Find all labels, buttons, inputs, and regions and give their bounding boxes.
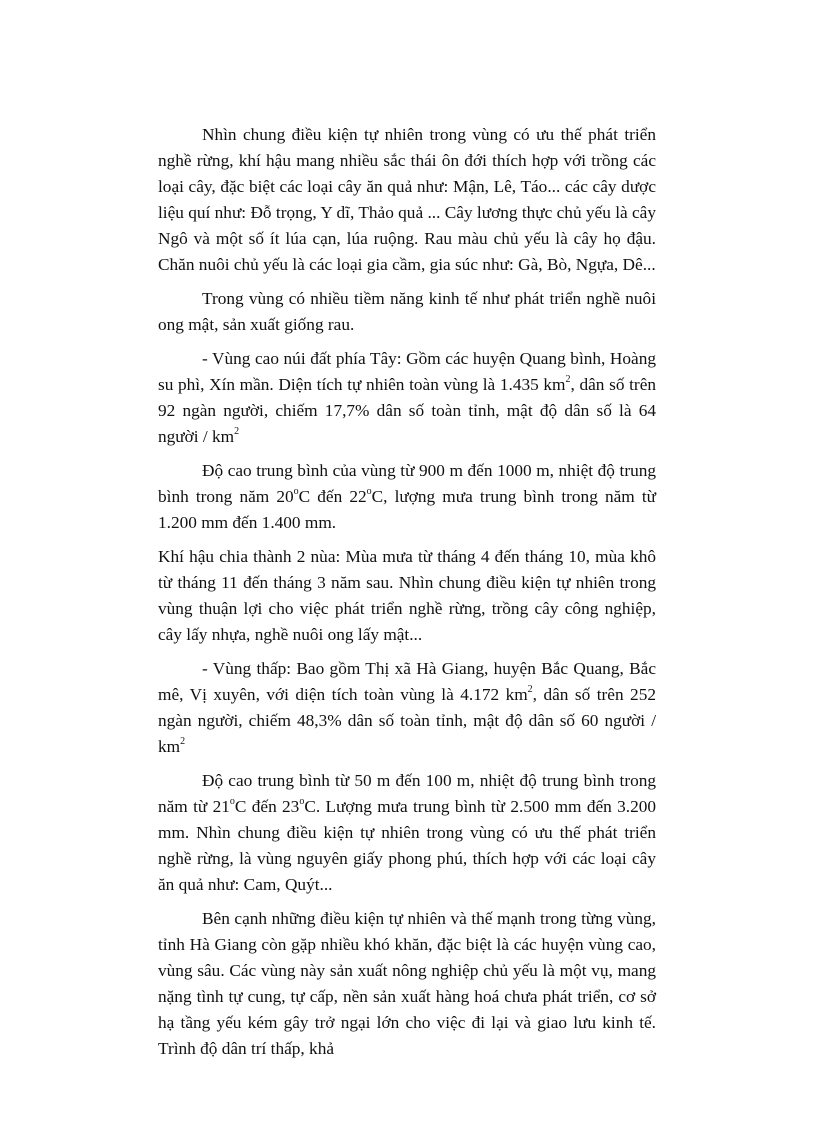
paragraph-text: Trong vùng có nhiều tiềm năng kinh tế như phát triển nghề nuôi ong mật, sản xuất giống rau.	[158, 289, 656, 334]
paragraph-text: - Vùng thấp: Bao gồm Thị xã Hà Giang, huyện Bắc Quang, Bắc mê, Vị xuyên, với diện tích toàn vùng là 4.172 km	[158, 659, 656, 704]
paragraph-text: Độ cao trung bình từ 50 m đến 100 m, nhiệt độ trung bình trong năm từ 21	[158, 771, 656, 816]
superscript-text: 2	[565, 374, 571, 386]
body-paragraph	[158, 122, 656, 278]
document-body	[158, 122, 656, 1070]
paragraph-text: C, lượng mưa trung bình trong năm từ 1.200 mm đến 1.400 mm.	[158, 487, 656, 532]
paragraph-text: Bên cạnh những điều kiện tự nhiên và thế mạnh trong từng vùng, tỉnh Hà Giang còn gặp nhiều khó khăn, đặc biệt là các huyện vùng cao, vùng sâu. Các vùng này sản xuất nông nghiệp chủ yếu là một vụ, mang nặng tình tự cung, tự cấp, nền sản xuất hàng hoá chưa phát triển, cơ sở hạ tầng yếu kém gây trở ngại lớn cho việc đi lại và giao lưu kinh tế. Trình độ dân trí thấp, khả	[158, 909, 656, 1058]
paragraph-text: Nhìn chung điều kiện tự nhiên trong vùng có ưu thế phát triển nghề rừng, khí hậu mang nhiều sắc thái ôn đới thích hợp với trồng các loại cây, đặc biệt các loại cây ăn quả như: Mận, Lê, Táo... các cây dược liệu quí như: Đỗ trọng, Y dĩ, Thảo quả ... Cây lương thực chủ yếu là cây Ngô và một số ít lúa cạn, lúa ruộng. Rau màu chủ yếu là cây họ đậu. Chăn nuôi chủ yếu là các loại gia cầm, gia súc như: Gà, Bò, Ngựa, Dê...	[158, 125, 656, 274]
paragraph-text: C đến 23	[234, 797, 300, 816]
body-paragraph	[158, 458, 656, 536]
body-paragraph	[158, 286, 656, 338]
superscript-text: 2	[527, 684, 533, 696]
body-paragraph	[158, 906, 656, 1062]
body-paragraph	[158, 656, 656, 760]
paragraph-text: Độ cao trung bình của vùng từ 900 m đến 1000 m, nhiệt độ trung bình trong năm 20	[158, 461, 656, 506]
body-paragraph	[158, 544, 656, 648]
superscript-text: o	[293, 486, 299, 498]
body-paragraph	[158, 346, 656, 450]
paragraph-text: , dân số trên 92 ngàn người, chiếm 17,7% dân số toàn tỉnh, mật độ dân số là 64 người / km	[158, 375, 657, 446]
body-paragraph	[158, 768, 656, 898]
superscript-text: o	[299, 796, 305, 808]
paragraph-text: - Vùng cao núi đất phía Tây: Gồm các huyện Quang bình, Hoàng su phì, Xín mần. Diện tích tự nhiên toàn vùng là 1.435 km	[158, 349, 656, 394]
paragraph-text: C đến 22	[298, 487, 367, 506]
superscript-text: 2	[180, 736, 186, 748]
superscript-text: 2	[234, 426, 240, 438]
paragraph-text: , dân số trên 252 ngàn người, chiếm 48,3% dân số toàn tỉnh, mật độ dân số 60 người / km	[158, 685, 656, 756]
paragraph-text: C. Lượng mưa trung bình từ 2.500 mm đến 3.200 mm. Nhìn chung điều kiện tự nhiên trong vùng có ưu thế phát triển nghề rừng, là vùng nguyên giấy phong phú, thích hợp với các loại cây ăn quả như: Cam, Quýt...	[158, 797, 656, 894]
superscript-text: o	[229, 796, 235, 808]
superscript-text: o	[366, 486, 372, 498]
paragraph-text: Khí hậu chia thành 2 nùa: Mùa mưa từ tháng 4 đến tháng 10, mùa khô từ tháng 11 đến tháng 3 năm sau. Nhìn chung điều kiện tự nhiên trong vùng thuận lợi cho việc phát triển nghề rừng, trồng cây công nghiệp, cây lấy nhựa, nghề nuôi ong lấy mật...	[158, 547, 656, 644]
